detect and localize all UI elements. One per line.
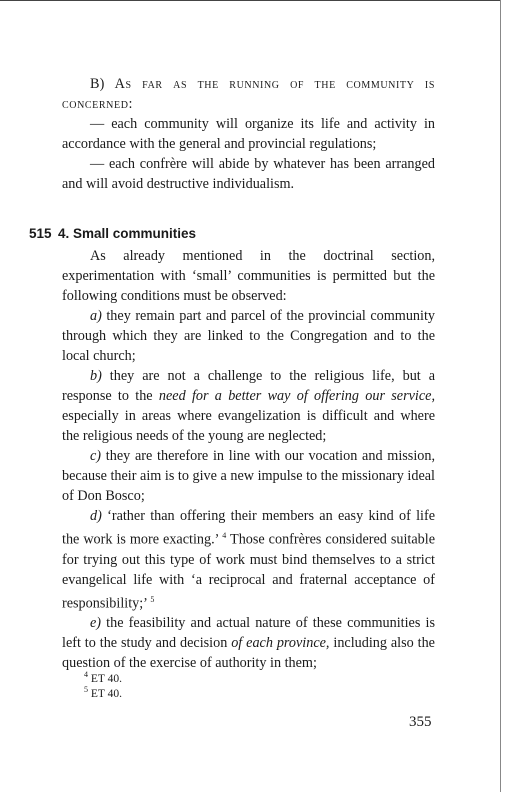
intro-paragraph: As already mentioned in the doctrinal section, experimentation with ‘small’ communities is permitted but the following conditions must be observed: — [62, 248, 435, 304]
item-c: c) they are therefore in line with our vocation and mission, because their aim is to give a new impulse to the missionary ideal of Don Bosco; — [62, 448, 435, 504]
footnote-ref-4[interactable]: 4 — [222, 531, 227, 540]
footnote-4: $^4$ ET 40. — [84, 670, 122, 685]
item-d: d) ‘rather than offering their members an easy kind of life the work is more exacting.’ $^4$ Those confrères considered suitable for trying out this type of work must bind themselves to a strict evangelical life with ‘a reciprocal and fraternal acceptance of responsibility;’ $^5$ — [62, 508, 435, 612]
footnote-mark: 4 — [84, 670, 88, 679]
footnote-mark: 5 — [84, 685, 88, 694]
section-title: 4. Small communities — [58, 226, 197, 241]
section-b-item-1: — each community will organize its life and activity in accordance with the general and provincial regulations; — [62, 116, 435, 152]
section-b-item-2: — each confrère will abide by whatever has been arranged and will avoid destructive individualism. — [62, 156, 435, 192]
section-b-heading: B) As far as the running of the community is concerned: — [62, 76, 435, 112]
item-b: b) they are not a challenge to the religious life, but a response to the need for a better way of offering our service, especially in areas where evangelization is difficult and where the religious needs of the young are neglected; — [62, 368, 435, 444]
top-border — [0, 0, 500, 1]
item-e: e) the feasibility and actual nature of these communities is left to the study and decision of each province, including also the question of the exercise of authority in them; — [62, 615, 435, 672]
item-a-label: a) — [90, 308, 102, 324]
item-c-label: c) — [90, 448, 102, 464]
item-e-emphasis: of each province, — [231, 635, 330, 652]
page-number: 355 — [409, 714, 432, 730]
item-d-label: d) — [90, 508, 102, 524]
item-b-emphasis: need for a better way of offering our service, — [158, 388, 435, 404]
item-e-label: e) — [90, 615, 102, 632]
section-b-heading-text: As far as the running of the community is concerned: — [62, 76, 435, 112]
footnote-ref-5[interactable]: 5 — [150, 594, 155, 604]
item-b-label: b) — [90, 368, 102, 384]
paragraph-number: 515 — [29, 226, 52, 241]
main-body — [62, 246, 435, 673]
right-border — [500, 0, 501, 792]
section-b — [62, 74, 435, 194]
footnote-5: $^5$ ET 40. — [84, 685, 122, 700]
item-a: a) they remain part and parcel of the provincial community through which they are linked to the Congregation and to the local church; — [62, 308, 435, 364]
section-heading — [29, 226, 196, 241]
